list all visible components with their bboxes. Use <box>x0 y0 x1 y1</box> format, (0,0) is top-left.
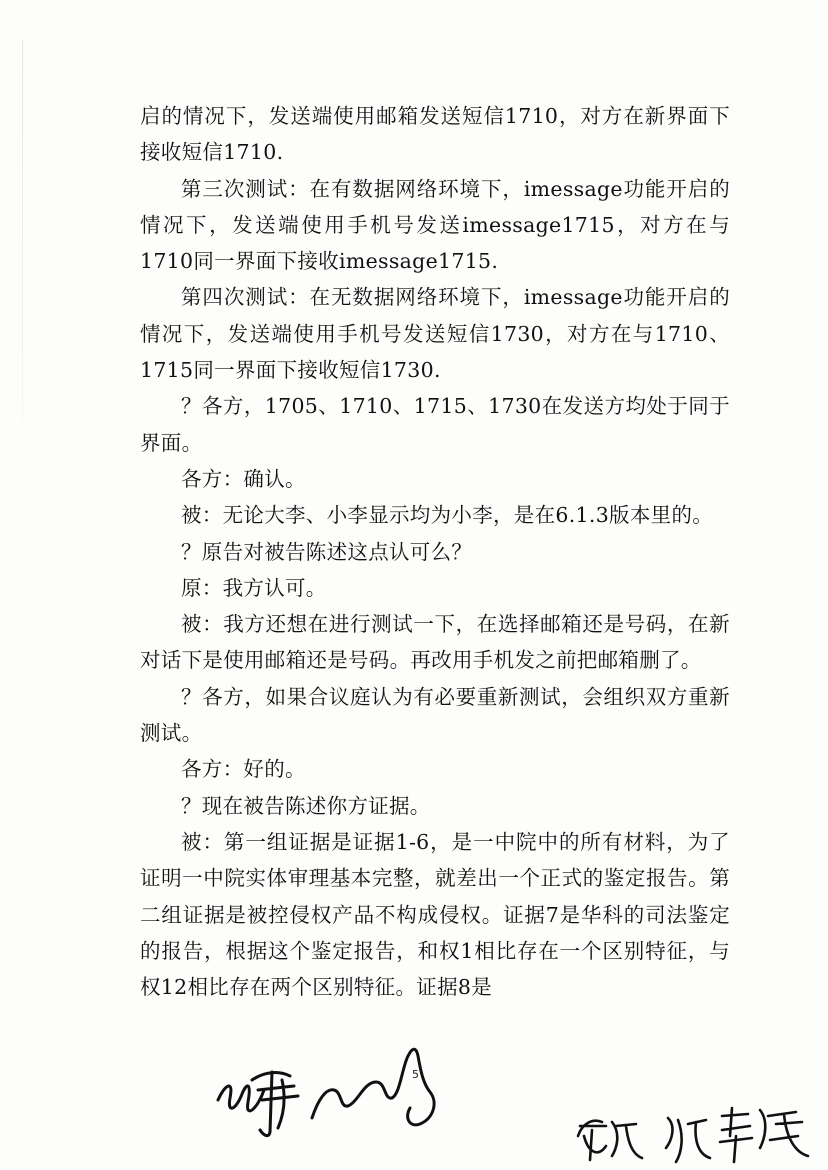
handwritten-signature-3 <box>572 1096 822 1170</box>
signature-area <box>0 1030 828 1170</box>
paragraph-3: 第四次测试：在无数据网络环境下，imessage功能开启的情况下，发送端使用手机号发送短信1730，对方在与1710、1715同一界面下接收短信1730. <box>140 285 730 383</box>
paragraph-2: 第三次测试：在有数据网络环境下，imessage功能开启的情况下，发送端使用手机号发送imessage1715，对方在与1710同一界面下接收imessage1715. <box>140 176 730 274</box>
paragraph-13: 被：第一组证据是证据1-6，是一中院中的所有材料，为了证明一中院实体审理基本完整，就差出一个正式的鉴定报告。第二组证据是被控侵权产品不构成侵权。证据7是华科的司法鉴定的报告，根据这个鉴定报告，和权1相比存在一个区别特征，与权12相比存在两个区别特征。证据8是 <box>140 829 730 1000</box>
handwritten-signature-1 <box>212 1050 312 1140</box>
paragraph-6: 被：无论大李、小李显示均为小李，是在6.1.3版本里的。 <box>181 503 714 528</box>
body-text <box>140 98 730 1005</box>
handwritten-signature-2 <box>300 1038 450 1138</box>
page-number: 5 <box>412 1068 419 1081</box>
paragraph-12: ？现在被告陈述你方证据。 <box>181 793 431 818</box>
paragraph-9: 被：我方还想在进行测试一下，在选择邮箱还是号码，在新对话下是使用邮箱还是号码。再改用手机发之前把邮箱删了。 <box>140 612 730 673</box>
paragraph-4: ？各方，1705、1710、1715、1730在发送方均处于同于界面。 <box>140 394 730 455</box>
paragraph-1: 启的情况下，发送端使用邮箱发送短信1710，对方在新界面下接收短信1710. <box>140 104 730 165</box>
scan-binding-edge <box>22 40 23 420</box>
paragraph-7: ？原告对被告陈述这点认可么？ <box>181 539 473 564</box>
paragraph-8: 原：我方认可。 <box>181 575 327 600</box>
paragraph-5: 各方：确认。 <box>181 466 306 491</box>
paragraph-10: ？各方，如果合议庭认为有必要重新测试，会组织双方重新测试。 <box>140 684 730 746</box>
paragraph-11: 各方：好的。 <box>181 757 306 782</box>
